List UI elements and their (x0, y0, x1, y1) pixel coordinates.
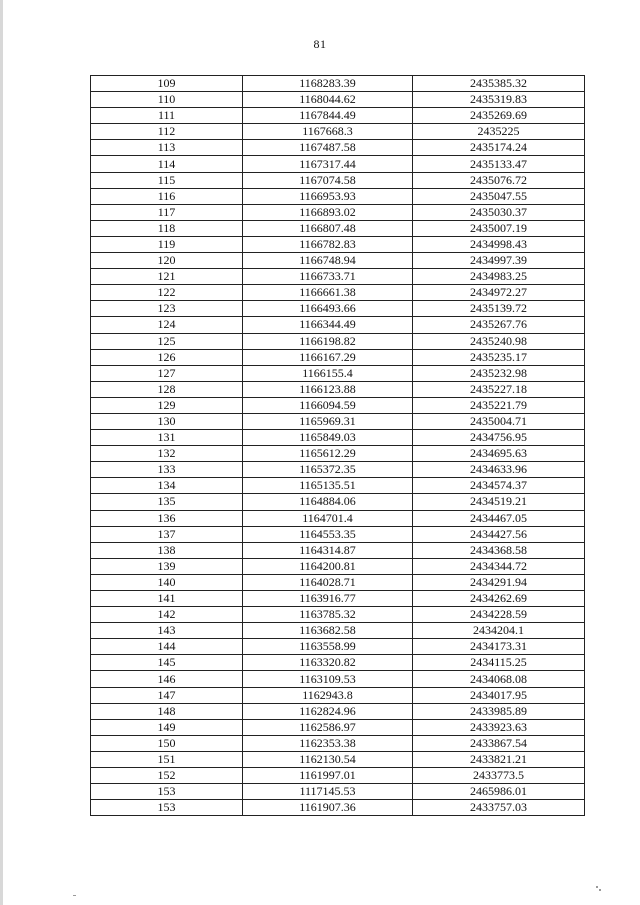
table-row (91, 76, 585, 92)
point-number-cell: 149 (91, 719, 243, 735)
table-row (91, 446, 585, 462)
point-number-cell: 143 (91, 623, 243, 639)
y-coordinate-cell: 2434633.96 (413, 462, 585, 478)
x-coordinate-cell: 1161907.36 (243, 800, 413, 816)
y-coordinate-cell: 2434983.25 (413, 269, 585, 285)
point-number-cell: 118 (91, 220, 243, 236)
x-coordinate-cell: 1166661.38 (243, 285, 413, 301)
y-coordinate-cell: 2435221.79 (413, 397, 585, 413)
table-row (91, 558, 585, 574)
x-coordinate-cell: 1161997.01 (243, 768, 413, 784)
y-coordinate-cell: 2434756.95 (413, 430, 585, 446)
point-number-cell: 109 (91, 76, 243, 92)
y-coordinate-cell: 2435225 (413, 124, 585, 140)
table-row (91, 800, 585, 816)
x-coordinate-cell: 1167668.3 (243, 124, 413, 140)
point-number-cell: 142 (91, 607, 243, 623)
table-row (91, 591, 585, 607)
point-number-cell: 144 (91, 639, 243, 655)
point-number-cell: 115 (91, 172, 243, 188)
point-number-cell: 133 (91, 462, 243, 478)
x-coordinate-cell: 1166748.94 (243, 253, 413, 269)
y-coordinate-cell: 2434262.69 (413, 591, 585, 607)
y-coordinate-cell: 2433821.21 (413, 751, 585, 767)
x-coordinate-cell: 1166782.83 (243, 236, 413, 252)
y-coordinate-cell: 2434115.25 (413, 655, 585, 671)
table-row (91, 349, 585, 365)
table-row (91, 124, 585, 140)
y-coordinate-cell: 2435227.18 (413, 381, 585, 397)
y-coordinate-cell: 2434228.59 (413, 607, 585, 623)
y-coordinate-cell: 2433923.63 (413, 719, 585, 735)
table-row (91, 526, 585, 542)
x-coordinate-cell: 1167844.49 (243, 108, 413, 124)
point-number-cell: 121 (91, 269, 243, 285)
x-coordinate-cell: 1164701.4 (243, 510, 413, 526)
y-coordinate-cell: 2435232.98 (413, 365, 585, 381)
coordinate-table (90, 75, 585, 816)
point-number-cell: 134 (91, 478, 243, 494)
x-coordinate-cell: 1165969.31 (243, 413, 413, 429)
y-coordinate-cell: 2434467.05 (413, 510, 585, 526)
table-row (91, 623, 585, 639)
point-number-cell: 126 (91, 349, 243, 365)
y-coordinate-cell: 2434068.08 (413, 671, 585, 687)
y-coordinate-cell: 2434998.43 (413, 236, 585, 252)
y-coordinate-cell: 2435267.76 (413, 317, 585, 333)
y-coordinate-cell: 2434695.63 (413, 446, 585, 462)
table-row (91, 671, 585, 687)
table-row (91, 269, 585, 285)
y-coordinate-cell: 2434204.1 (413, 623, 585, 639)
point-number-cell: 128 (91, 381, 243, 397)
x-coordinate-cell: 1166094.59 (243, 397, 413, 413)
table-row (91, 236, 585, 252)
x-coordinate-cell: 1167487.58 (243, 140, 413, 156)
table-row (91, 172, 585, 188)
x-coordinate-cell: 1162586.97 (243, 719, 413, 735)
point-number-cell: 124 (91, 317, 243, 333)
y-coordinate-cell: 2434427.56 (413, 526, 585, 542)
table-row (91, 220, 585, 236)
x-coordinate-cell: 1166953.93 (243, 188, 413, 204)
point-number-cell: 147 (91, 687, 243, 703)
table-row (91, 333, 585, 349)
point-number-cell: 137 (91, 526, 243, 542)
y-coordinate-cell: 2434519.21 (413, 494, 585, 510)
table-row (91, 510, 585, 526)
point-number-cell: 123 (91, 301, 243, 317)
x-coordinate-cell: 1165135.51 (243, 478, 413, 494)
point-number-cell: 145 (91, 655, 243, 671)
point-number-cell: 140 (91, 574, 243, 590)
y-coordinate-cell: 2434997.39 (413, 253, 585, 269)
y-coordinate-cell: 2433773.5 (413, 768, 585, 784)
table-row (91, 397, 585, 413)
table-row (91, 735, 585, 751)
point-number-cell: 130 (91, 413, 243, 429)
table-row (91, 542, 585, 558)
point-number-cell: 131 (91, 430, 243, 446)
x-coordinate-cell: 1166493.66 (243, 301, 413, 317)
x-coordinate-cell: 1164884.06 (243, 494, 413, 510)
x-coordinate-cell: 1166344.49 (243, 317, 413, 333)
point-number-cell: 110 (91, 92, 243, 108)
point-number-cell: 153 (91, 784, 243, 800)
table-row (91, 285, 585, 301)
point-number-cell: 113 (91, 140, 243, 156)
x-coordinate-cell: 1163109.53 (243, 671, 413, 687)
table-row (91, 317, 585, 333)
point-number-cell: 152 (91, 768, 243, 784)
table-row (91, 719, 585, 735)
point-number-cell: 119 (91, 236, 243, 252)
table-row (91, 703, 585, 719)
table-row (91, 494, 585, 510)
y-coordinate-cell: 2434574.37 (413, 478, 585, 494)
table-row (91, 301, 585, 317)
point-number-cell: 116 (91, 188, 243, 204)
x-coordinate-cell: 1166123.88 (243, 381, 413, 397)
point-number-cell: 153 (91, 800, 243, 816)
y-coordinate-cell: 2435235.17 (413, 349, 585, 365)
x-coordinate-cell: 1163682.58 (243, 623, 413, 639)
x-coordinate-cell: 1167074.58 (243, 172, 413, 188)
table-row (91, 430, 585, 446)
point-number-cell: 151 (91, 751, 243, 767)
table-row (91, 574, 585, 590)
table-row (91, 204, 585, 220)
table-row (91, 108, 585, 124)
scan-speck (596, 886, 598, 888)
page-number: 81 (313, 37, 327, 51)
x-coordinate-cell: 1164314.87 (243, 542, 413, 558)
point-number-cell: 122 (91, 285, 243, 301)
x-coordinate-cell: 1166167.29 (243, 349, 413, 365)
y-coordinate-cell: 2434344.72 (413, 558, 585, 574)
page-left-edge-shadow (0, 0, 3, 905)
x-coordinate-cell: 1166807.48 (243, 220, 413, 236)
coordinate-table-container (90, 75, 584, 816)
y-coordinate-cell: 2465986.01 (413, 784, 585, 800)
x-coordinate-cell: 1163558.99 (243, 639, 413, 655)
table-row (91, 768, 585, 784)
point-number-cell: 111 (91, 108, 243, 124)
table-row (91, 784, 585, 800)
table-row (91, 751, 585, 767)
x-coordinate-cell: 1162943.8 (243, 687, 413, 703)
y-coordinate-cell: 2435007.19 (413, 220, 585, 236)
scan-speck (599, 889, 601, 891)
point-number-cell: 125 (91, 333, 243, 349)
x-coordinate-cell: 1117145.53 (243, 784, 413, 800)
point-number-cell: 132 (91, 446, 243, 462)
x-coordinate-cell: 1165372.35 (243, 462, 413, 478)
point-number-cell: 150 (91, 735, 243, 751)
x-coordinate-cell: 1165612.29 (243, 446, 413, 462)
y-coordinate-cell: 2435139.72 (413, 301, 585, 317)
x-coordinate-cell: 1165849.03 (243, 430, 413, 446)
point-number-cell: 139 (91, 558, 243, 574)
x-coordinate-cell: 1167317.44 (243, 156, 413, 172)
table-row (91, 253, 585, 269)
x-coordinate-cell: 1166893.02 (243, 204, 413, 220)
y-coordinate-cell: 2435047.55 (413, 188, 585, 204)
y-coordinate-cell: 2435076.72 (413, 172, 585, 188)
x-coordinate-cell: 1164553.35 (243, 526, 413, 542)
x-coordinate-cell: 1162130.54 (243, 751, 413, 767)
point-number-cell: 127 (91, 365, 243, 381)
point-number-cell: 114 (91, 156, 243, 172)
x-coordinate-cell: 1166198.82 (243, 333, 413, 349)
y-coordinate-cell: 2435240.98 (413, 333, 585, 349)
point-number-cell: 138 (91, 542, 243, 558)
x-coordinate-cell: 1164028.71 (243, 574, 413, 590)
table-row (91, 156, 585, 172)
y-coordinate-cell: 2434173.31 (413, 639, 585, 655)
y-coordinate-cell: 2435319.83 (413, 92, 585, 108)
y-coordinate-cell: 2435174.24 (413, 140, 585, 156)
table-row (91, 92, 585, 108)
y-coordinate-cell: 2433757.03 (413, 800, 585, 816)
y-coordinate-cell: 2435004.71 (413, 413, 585, 429)
point-number-cell: 146 (91, 671, 243, 687)
y-coordinate-cell: 2435269.69 (413, 108, 585, 124)
table-row (91, 413, 585, 429)
y-coordinate-cell: 2434368.58 (413, 542, 585, 558)
x-coordinate-cell: 1163785.32 (243, 607, 413, 623)
point-number-cell: 117 (91, 204, 243, 220)
point-number-cell: 120 (91, 253, 243, 269)
coordinate-table-body (91, 76, 585, 816)
x-coordinate-cell: 1163320.82 (243, 655, 413, 671)
point-number-cell: 135 (91, 494, 243, 510)
table-row (91, 639, 585, 655)
table-row (91, 381, 585, 397)
table-row (91, 365, 585, 381)
y-coordinate-cell: 2435385.32 (413, 76, 585, 92)
x-coordinate-cell: 1168283.39 (243, 76, 413, 92)
y-coordinate-cell: 2434291.94 (413, 574, 585, 590)
x-coordinate-cell: 1163916.77 (243, 591, 413, 607)
y-coordinate-cell: 2434017.95 (413, 687, 585, 703)
table-row (91, 655, 585, 671)
scan-speck (73, 895, 76, 896)
table-row (91, 140, 585, 156)
point-number-cell: 129 (91, 397, 243, 413)
y-coordinate-cell: 2435030.37 (413, 204, 585, 220)
table-row (91, 478, 585, 494)
table-row (91, 462, 585, 478)
y-coordinate-cell: 2433985.89 (413, 703, 585, 719)
point-number-cell: 148 (91, 703, 243, 719)
x-coordinate-cell: 1166155.4 (243, 365, 413, 381)
table-row (91, 188, 585, 204)
y-coordinate-cell: 2435133.47 (413, 156, 585, 172)
point-number-cell: 136 (91, 510, 243, 526)
table-row (91, 687, 585, 703)
y-coordinate-cell: 2433867.54 (413, 735, 585, 751)
x-coordinate-cell: 1162824.96 (243, 703, 413, 719)
point-number-cell: 141 (91, 591, 243, 607)
x-coordinate-cell: 1164200.81 (243, 558, 413, 574)
x-coordinate-cell: 1166733.71 (243, 269, 413, 285)
y-coordinate-cell: 2434972.27 (413, 285, 585, 301)
table-row (91, 607, 585, 623)
point-number-cell: 112 (91, 124, 243, 140)
x-coordinate-cell: 1162353.38 (243, 735, 413, 751)
x-coordinate-cell: 1168044.62 (243, 92, 413, 108)
